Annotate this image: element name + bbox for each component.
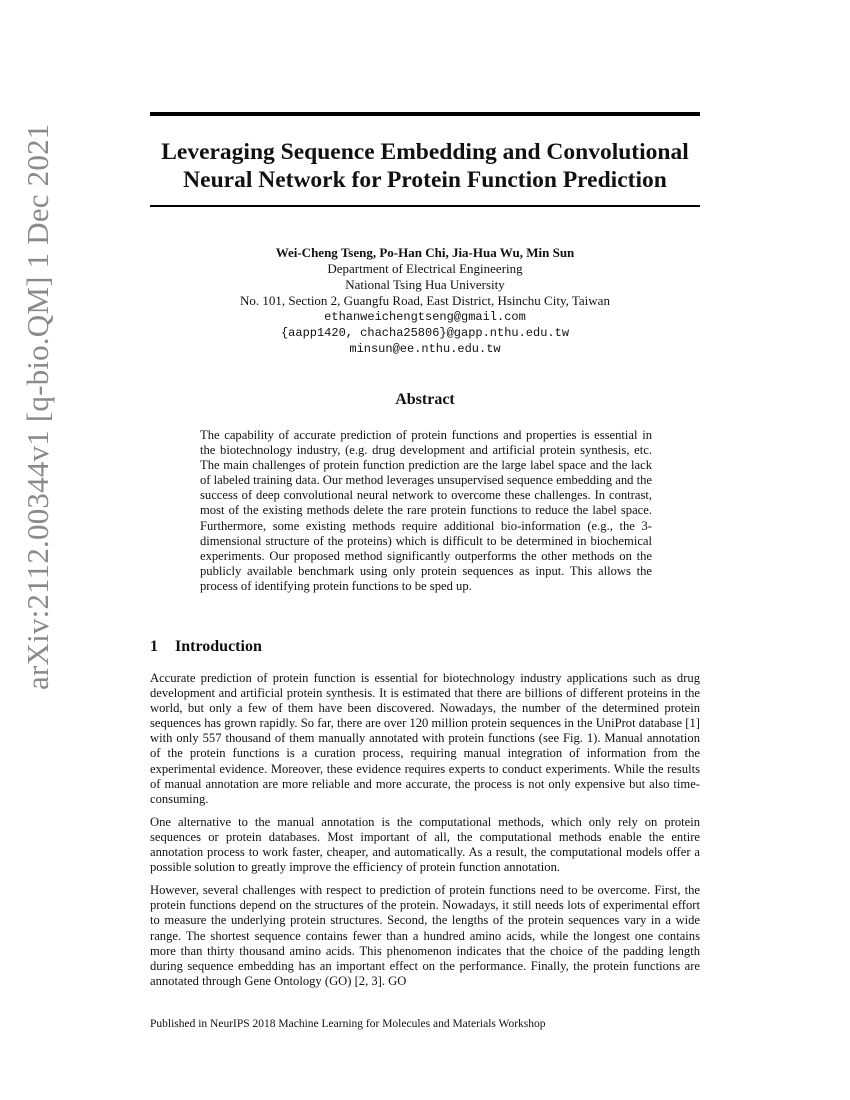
section-heading xyxy=(150,638,700,656)
arxiv-identifier: arXiv:2112.00344v1 [q-bio.QM] 1 Dec 2021 xyxy=(20,123,55,690)
author-department: Department of Electrical Engineering xyxy=(327,261,523,276)
paragraph: However, several challenges with respect to prediction of protein functions need to be overcome. First, the protein functions depend on the structures of the protein. Nowadays, it still needs lots of experimental effort to measure the underlying protein structures. Second, the lengths of the protein sequences vary in a wide range. The shortest sequence contains fewer than a hundred amino acids, while the longest one contains more than thirty thousand amino acids. This phenomenon indicates that the choice of the padding length during sequence embedding has an important effect on the performance. Finally, the protein functions are annotated through Gene Ontology (GO) [2, 3]. GO xyxy=(150,883,700,988)
paper-title xyxy=(150,138,700,194)
author-university: National Tsing Hua University xyxy=(345,277,505,292)
author-email-2: {aapp1420, chacha25806}@gapp.nthu.edu.tw xyxy=(280,326,570,340)
author-email-1: ethanweichengtseng@gmail.com xyxy=(324,310,526,324)
title-line-2: Neural Network for Protein Function Prediction xyxy=(183,167,667,193)
author-email-3: minsun@ee.nthu.edu.tw xyxy=(349,342,501,356)
paragraph: One alternative to the manual annotation is the computational methods, which only rely on protein sequences or protein databases. Most important of all, the computational methods enable the entire annotation process to work faster, cheaper, and automatically. As a result, the computational models offer a possible solution to greatly improve the efficiency of protein function annotation. xyxy=(150,814,700,875)
author-address: No. 101, Section 2, Guangfu Road, East District, Hsinchu City, Taiwan xyxy=(240,293,610,308)
section-number: 1 xyxy=(150,638,158,655)
abstract-heading: Abstract xyxy=(395,391,455,408)
title-line-1: Leveraging Sequence Embedding and Convolutional xyxy=(161,139,689,165)
title-bottom-rule xyxy=(150,205,700,207)
title-top-rule xyxy=(150,112,700,116)
paragraph: Accurate prediction of protein function is essential for biotechnology industry applications such as drug development and artificial protein synthesis. It is estimated that there are billions of different proteins in the world, but only a few of them have been discovered. Nowadays, the number of the determined protein sequences has grown rapidly. So far, there are over 120 million protein sequences in the UniProt database [1] with only 557 thousand of them manually annotated with protein functions (see Fig. 1). Manual annotation of the protein functions is a curation process, requiring manual integration of information from the experimental evidence. Moreover, these evidence requires experts to conduct experiments. While the results of manual annotation are more reliable and more accurate, the process is not only expensive but also time-consuming. xyxy=(150,671,700,806)
author-block xyxy=(150,245,700,357)
introduction-body xyxy=(150,671,700,997)
author-names: Wei-Cheng Tseng, Po-Han Chi, Jia-Hua Wu, Min Sun xyxy=(275,245,575,260)
section-title: Introduction xyxy=(175,638,262,655)
abstract-text: The capability of accurate prediction of protein functions and properties is essential in the biotechnology industry, (e.g. drug development and artificial protein synthesis, etc. The main challenges of protein function prediction are the large label space and the lack of labeled training data. Our method leverages unsupervised sequence embedding and the success of deep convolutional neural network to overcome these challenges. In contrast, most of the existing methods delete the rare protein functions to reduce the label space. Furthermore, some existing methods require additional bio-information (e.g., the 3-dimensional structure of the proteins) which is difficult to be determined in biochemical experiments. Our proposed method significantly outperforms the other methods on the publicly available benchmark using only protein sequences as input. This allows the process of identifying protein functions to be sped up. xyxy=(200,428,652,593)
publication-footnote: Published in NeurIPS 2018 Machine Learning for Molecules and Materials Workshop xyxy=(150,1018,546,1030)
